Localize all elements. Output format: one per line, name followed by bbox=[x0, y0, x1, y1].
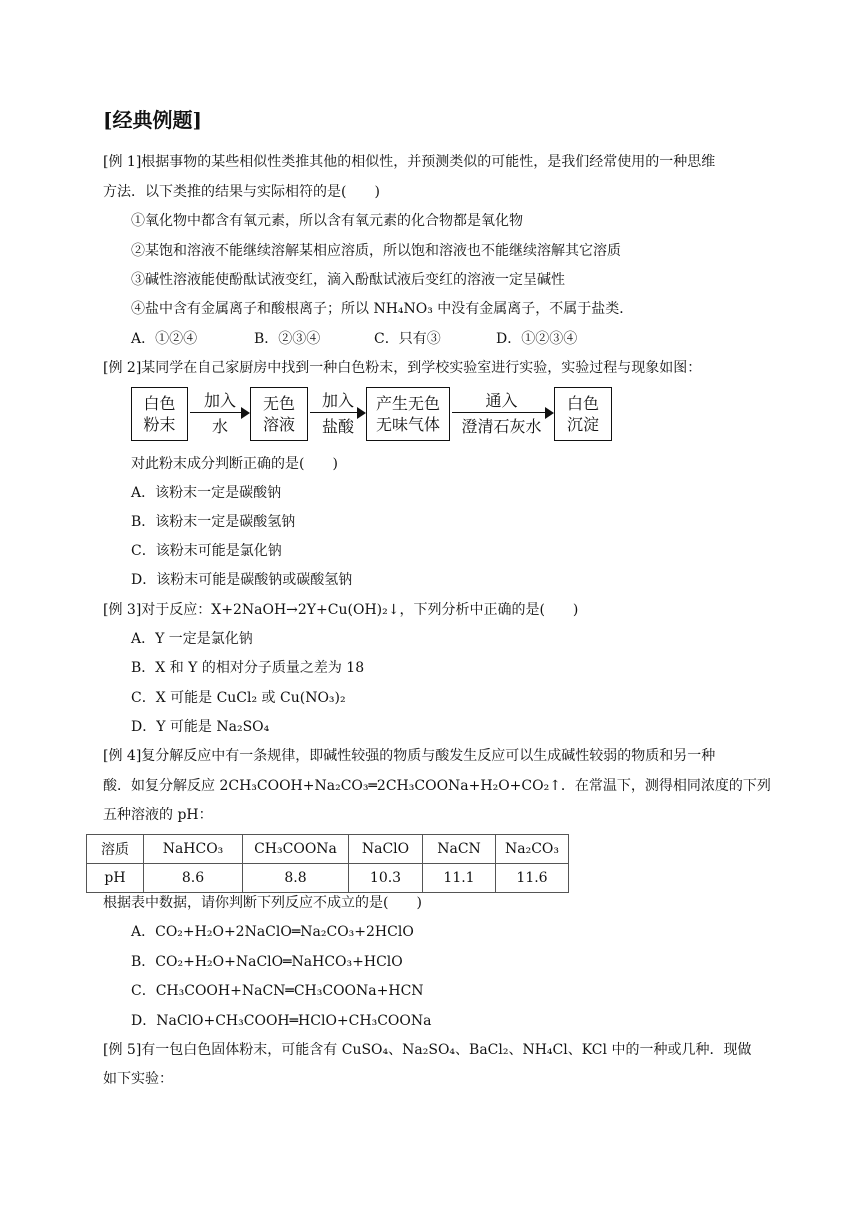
table-cell: NaHCO₃ bbox=[144, 835, 243, 864]
example-1-statement-3: ③碱性溶液能使酚酞试液变红，滴入酚酞试液后变红的溶液一定呈碱性 bbox=[131, 272, 565, 288]
example-2-stem: [例 2]某同学在自己家厨房中找到一种白色粉末，到学校实验室进行实验，实验过程与现象如图： bbox=[103, 360, 702, 376]
flow-box-text: 无色 bbox=[262, 394, 295, 413]
example-2-option-c: C．该粉末可能是氯化钠 bbox=[131, 543, 282, 559]
flow-box-white-powder bbox=[131, 387, 188, 441]
example-4-option-a: A．CO₂+H₂O+2NaClO═Na₂CO₃+2HClO bbox=[131, 924, 414, 940]
table-cell: 8.6 bbox=[144, 864, 243, 893]
ph-table bbox=[86, 834, 569, 893]
table-cell: Na₂CO₃ bbox=[496, 835, 569, 864]
example-1-statement-2: ②某饱和溶液不能继续溶解某相应溶质，所以饱和溶液也不能继续溶解其它溶质 bbox=[131, 243, 621, 259]
example-3-option-d: D．Y 可能是 Na₂SO₄ bbox=[131, 719, 270, 735]
experiment-flowchart bbox=[131, 387, 615, 445]
example-1-stem-line-2: 方法．以下类推的结果与实际相符的是( ) bbox=[103, 184, 380, 200]
example-5-stem-line-2: 如下实验： bbox=[103, 1071, 173, 1087]
flow-box-text: 白色 bbox=[566, 394, 599, 413]
example-1-option-b: B．②③④ bbox=[254, 331, 321, 347]
flow-arrow-line bbox=[190, 412, 242, 413]
example-2-option-d: D．该粉末可能是碳酸钠或碳酸氢钠 bbox=[131, 572, 353, 588]
section-heading: [经典例题] bbox=[103, 108, 202, 132]
table-cell: 溶质 bbox=[87, 835, 144, 864]
flow-arrow-label-top: 加入 bbox=[321, 391, 354, 410]
example-4-stem-line-2: 酸．如复分解反应 2CH₃COOH+Na₂CO₃═2CH₃COONa+H₂O+CO₂↑．在常温下，测得相同浓度的下列 bbox=[103, 778, 771, 794]
flow-arrow-label-bottom: 盐酸 bbox=[321, 417, 354, 436]
example-4-question: 根据表中数据，请你判断下列反应不成立的是( ) bbox=[103, 895, 422, 911]
example-2-question: 对此粉末成分判断正确的是( ) bbox=[131, 456, 338, 472]
example-1-statement-4: ④盐中含有金属离子和酸根离子；所以 NH₄NO₃ 中没有金属离子，不属于盐类． bbox=[131, 301, 634, 317]
example-4-stem-line-3: 五种溶液的 pH： bbox=[103, 807, 213, 823]
flow-box-gas bbox=[366, 387, 450, 441]
example-2-option-a: A．该粉末一定是碳酸钠 bbox=[131, 485, 282, 501]
flow-arrow-label-bottom: 澄清石灰水 bbox=[461, 417, 542, 436]
example-1-option-d: D．①②③④ bbox=[496, 331, 578, 347]
example-3-option-b: B．X 和 Y 的相对分子质量之差为 18 bbox=[131, 660, 365, 676]
table-cell: NaCN bbox=[423, 835, 496, 864]
example-3-stem: [例 3]对于反应：X+2NaOH→2Y+Cu(OH)₂↓，下列分析中正确的是( ) bbox=[103, 602, 579, 618]
table-cell: 11.6 bbox=[496, 864, 569, 893]
example-5-stem-line-1: [例 5]有一包白色固体粉末，可能含有 CuSO₄、Na₂SO₄、BaCl₂、NH₄Cl、KCl 中的一种或几种．现做 bbox=[103, 1042, 752, 1058]
flow-arrow-line bbox=[452, 412, 546, 413]
example-4-stem-line-1: [例 4]复分解反应中有一条规律，即碱性较强的物质与酸发生反应可以生成碱性较弱的物质和另一种 bbox=[103, 748, 716, 764]
example-2-option-b: B．该粉末一定是碳酸氢钠 bbox=[131, 514, 296, 530]
flow-arrow-line bbox=[310, 412, 358, 413]
flow-box-text: 溶液 bbox=[262, 415, 295, 434]
example-4-option-b: B．CO₂+H₂O+NaClO═NaHCO₃+HClO bbox=[131, 954, 403, 970]
flow-arrow-label-top: 通入 bbox=[485, 391, 518, 410]
flow-box-text: 白色 bbox=[143, 394, 176, 413]
example-1-statement-1: ①氧化物中都含有氧元素，所以含有氧元素的化合物都是氧化物 bbox=[131, 213, 523, 229]
flow-arrow-label-bottom: 水 bbox=[211, 417, 228, 436]
flow-box-text: 无味气体 bbox=[375, 415, 440, 434]
table-row bbox=[87, 864, 569, 893]
table-cell: 8.8 bbox=[243, 864, 349, 893]
table-header-row bbox=[87, 835, 569, 864]
flow-box-text: 产生无色 bbox=[375, 394, 440, 413]
example-1-stem-line-1: [例 1]根据事物的某些相似性类推其他的相似性，并预测类似的可能性，是我们经常使用的一种思维 bbox=[103, 154, 716, 170]
flow-box-text: 粉末 bbox=[143, 415, 176, 434]
example-4-option-d: D．NaClO+CH₃COOH═HClO+CH₃COONa bbox=[131, 1013, 432, 1029]
table-cell: 11.1 bbox=[423, 864, 496, 893]
flow-box-text: 沉淀 bbox=[566, 415, 599, 434]
example-1-option-a: A．①②④ bbox=[131, 331, 198, 347]
flow-box-colorless-solution bbox=[250, 387, 308, 441]
example-3-option-a: A．Y 一定是氯化钠 bbox=[131, 631, 253, 647]
example-3-option-c: C．X 可能是 CuCl₂ 或 Cu(NO₃)₂ bbox=[131, 690, 346, 706]
table-cell: 10.3 bbox=[349, 864, 423, 893]
flow-box-white-precipitate bbox=[554, 387, 612, 441]
table-cell: CH₃COONa bbox=[243, 835, 349, 864]
flow-arrow-label-top: 加入 bbox=[203, 391, 236, 410]
table-cell: NaClO bbox=[349, 835, 423, 864]
example-4-option-c: C．CH₃COOH+NaCN═CH₃COONa+HCN bbox=[131, 983, 424, 999]
example-1-option-c: C．只有③ bbox=[374, 331, 441, 347]
table-cell: pH bbox=[87, 864, 144, 893]
